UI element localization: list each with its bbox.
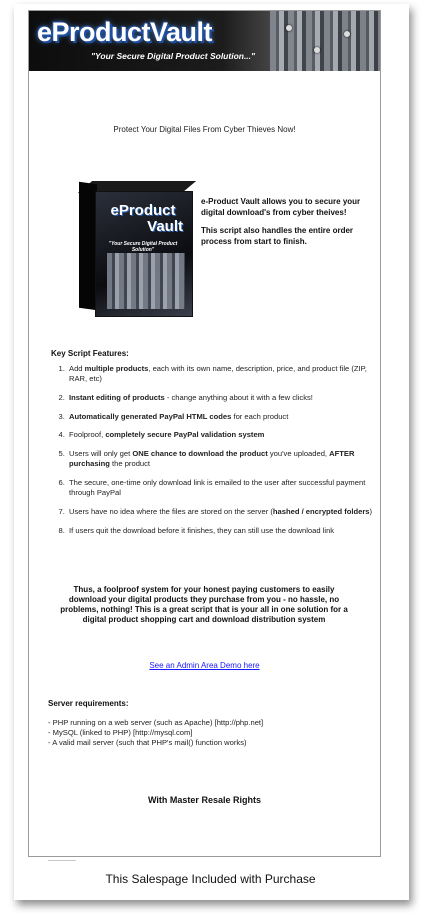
tagline: Protect Your Digital Files From Cyber Thieves Now! (113, 125, 296, 134)
box-slogan: "Your Secure Digital Product Solution" (108, 241, 178, 253)
server-requirement-item: - PHP running on a web server (such as Apache) [http://php.net] (48, 718, 264, 727)
feature-item (67, 393, 387, 403)
box-title-line2: Vault (147, 218, 183, 235)
feature-text: hashed / encrypted folders (272, 506, 370, 516)
feature-text: Users will only get (69, 449, 133, 459)
features-heading: Key Script Features: (51, 349, 129, 358)
features-list (49, 364, 387, 544)
server-requirements-heading: Server requirements: (48, 699, 129, 708)
intro-text (201, 197, 373, 255)
feature-text: you've uploaded, (267, 449, 330, 459)
feature-text: Users have no idea where the files are stored on the server ( (69, 506, 273, 516)
box-title (97, 203, 189, 235)
feature-text: , each with its own name, description, price, and product file (ZIP, RAR, etc) (69, 364, 367, 383)
feature-text: Foolproof, (69, 430, 106, 440)
server-requirements-list (48, 718, 263, 748)
feature-text: Instant editing of products (69, 392, 165, 402)
feature-item (67, 430, 387, 440)
server-requirement-item: - MySQL (linked to PHP) [http://mysql.com] (48, 728, 193, 737)
feature-text: If users quit the download before it finishes, they can still use the download link (69, 525, 335, 535)
bolt-icon (344, 31, 350, 37)
caption: This Salespage Included with Purchase (105, 872, 316, 886)
feature-text: multiple products (84, 364, 149, 373)
feature-item (67, 364, 387, 384)
feature-item (67, 507, 387, 517)
server-requirement-item: - A valid mail server (such that PHP's mail() function works) (48, 738, 247, 747)
feature-item (67, 478, 387, 498)
header-banner (29, 11, 380, 71)
feature-text: ) (369, 506, 373, 516)
feature-text: completely secure PayPal validation system (105, 430, 265, 440)
feature-text: AFTER purchasing (69, 449, 355, 469)
divider (48, 860, 76, 861)
feature-text: Automatically generated PayPal HTML codes (69, 411, 232, 421)
feature-text: the product (109, 459, 151, 469)
feature-item (67, 526, 387, 536)
vault-door-image (270, 11, 380, 71)
admin-demo-link[interactable]: See an Admin Area Demo here (149, 661, 260, 670)
feature-item (67, 412, 387, 422)
intro-paragraph: e-Product Vault allows you to secure your digital download's from cyber theives! (201, 197, 361, 217)
product-box-image (77, 181, 195, 319)
feature-item (67, 449, 387, 469)
conclusion-text: Thus, a foolproof system for your honest paying customers to easily download your digital products they purchase from you - no hassle, no problems, nothing! This is a great script that is your all in one solution for a digital product shopping cart and download distribution system (60, 585, 348, 624)
banner-slogan: "Your Secure Digital Product Solution..." (91, 51, 256, 61)
box-vault-image (107, 253, 185, 309)
feature-text: - change anything about it with a few clicks! (164, 392, 313, 402)
bolt-icon (286, 25, 292, 31)
feature-text: ONE chance to download the product (132, 449, 268, 459)
feature-text: Add (69, 364, 85, 373)
box-title-line1: eProduct (110, 202, 176, 219)
bolt-icon (314, 47, 320, 53)
feature-text: for each product (231, 411, 289, 421)
feature-text: The secure, one-time only download link is emailed to the user after successful payment through PayPal (69, 477, 366, 497)
intro-paragraph: This script also handles the entire order process from start to finish. (201, 226, 354, 246)
salespage (28, 10, 381, 857)
resale-rights-text: With Master Resale Rights (148, 795, 261, 805)
logo: eProductVault (37, 17, 213, 47)
